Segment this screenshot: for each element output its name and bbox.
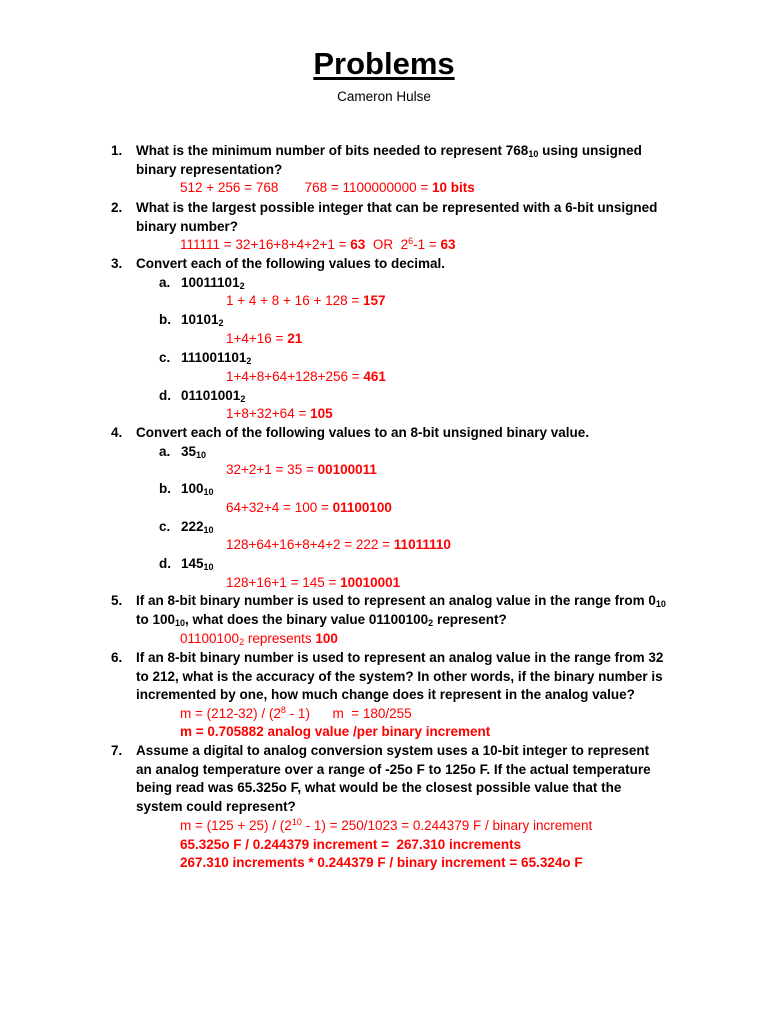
q6-number: 6. [111,650,123,665]
q4a-letter: a. [159,444,171,459]
q4c-value: $222_{10}$ [181,519,214,535]
q5-text-line1: If an 8-bit binary number is used to represent an analog value in the range from $0_{10}$ [136,593,666,609]
q6-text-line2: to 212, what is the accuracy of the system? In other words, if the binary number is [136,669,663,684]
q4a-value: $35_{10}$ [181,444,207,460]
q7-answer-line3: 267.310 increments * 0.244379 F / binary increment = 65.324o F [180,855,583,870]
q4-text-line1: Convert each of the following values to an 8-bit unsigned binary value. [136,425,590,440]
q2-text-line2: binary number? [136,219,239,234]
q4d-value: $145_{10}$ [181,556,214,572]
q5-number: 5. [111,593,123,608]
q3d-letter: d. [159,388,171,403]
q3a-value: $10011101_2$ [181,275,245,291]
q2-text-line1: What is the largest possible integer that can be represented with a 6-bit unsigned [136,200,658,215]
q4a-answer: 32+2+1 = 35 = 00100011 [226,462,377,477]
q3-text-line1: Convert each of the following values to decimal. [136,256,446,271]
q1-answer: 512 + 256 = 768 768 = 1100000000 = 10 bits [180,180,475,195]
q3a-answer: 1 + 4 + 8 + 16 + 128 = 157 [226,293,386,308]
q5-text-line2: to $100_{10}$, what does the binary value $01100100_2$ represent? [136,612,507,628]
q3c-value: $111001101_2$ [181,350,252,366]
q7-text-line1: Assume a digital to analog conversion system uses a 10-bit integer to represent [136,743,650,758]
q6-text-line1: If an 8-bit binary number is used to represent an analog value in the range from 32 [136,650,664,665]
q3b-letter: b. [159,312,171,327]
q3c-letter: c. [159,350,171,365]
q7-text-line4: system could represent? [136,799,296,814]
q4c-letter: c. [159,519,171,534]
q6-text-line3: incremented by one, how much change does it represent in the analog value? [136,687,635,702]
q6-answer-line1: $m = (212-32) / (2^8 - 1)$ m = 180/255 [180,705,412,721]
q3b-value: $10101_2$ [181,312,224,328]
q3c-answer: 1+4+8+64+128+256 = 461 [226,369,386,384]
q2-number: 2. [111,200,123,215]
q7-number: 7. [111,743,123,758]
q3-number: 3. [111,256,123,271]
q7-text-line3: being read was 65.325o F, what would be the closest possible value that the [136,780,622,795]
q2-answer: 111111 = 32+16+8+4+2+1 = 63 OR $2^6-1 = 63$ [180,236,456,252]
q3a-letter: a. [159,275,171,290]
q3d-answer: 1+8+32+64 = 105 [226,406,333,421]
q4b-answer: 64+32+4 = 100 = 01100100 [226,500,392,515]
q4d-answer: 128+16+1 = 145 = 10010001 [226,575,401,590]
q3d-value: $01101001_2$ [181,388,246,404]
q1-text-line1: What is the minimum number of bits needed to represent $768_{10}$ using unsigned [136,143,642,159]
q4b-value: $100_{10}$ [181,481,214,497]
q1-number: 1. [111,143,123,158]
q7-answer-line1: $m = (125 + 25) / (2^{10} - 1) = 250/1023 = 0.244379$ F / binary increment [180,817,593,833]
author-name: Cameron Hulse [337,89,431,104]
page-title: Problems [313,46,455,81]
q3b-answer: 1+4+16 = 21 [226,331,303,346]
q7-text-line2: an analog temperature over a range of -25o F to 125o F. If the actual temperature [136,762,651,777]
q5-answer: $01100100_2$ represents 100 [180,631,338,647]
q4d-letter: d. [159,556,171,571]
q4b-letter: b. [159,481,171,496]
q7-answer-line2: 65.325o F / 0.244379 increment = 267.310 increments [180,837,522,852]
q4c-answer: 128+64+16+8+4+2 = 222 = 11011110 [226,537,451,552]
q1-text-line2: binary representation? [136,162,283,177]
q4-number: 4. [111,425,123,440]
q6-answer-line2: m = 0.705882 analog value /per binary increment [180,724,491,739]
